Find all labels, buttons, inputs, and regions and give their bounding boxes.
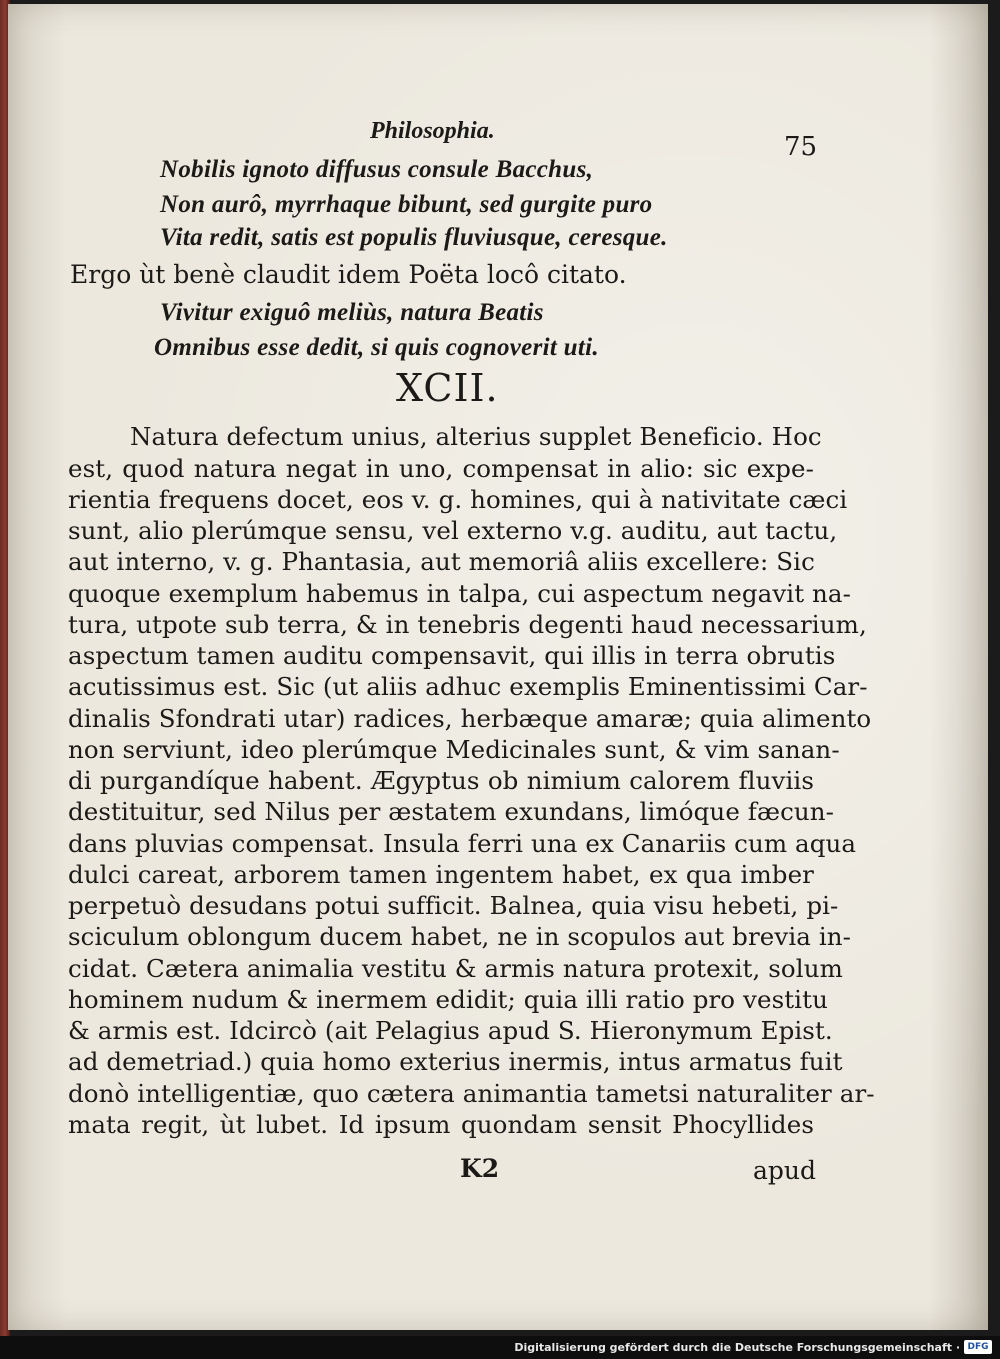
funding-credit: Digitalisierung gefördert durch die Deutsche Forschungsgemeinschaft · (514, 1341, 960, 1354)
page-number: 75 (784, 132, 818, 162)
section-heading: XCII. (396, 366, 499, 410)
body-line: sciculum oblongum ducem habet, ne in scopulos aut brevia in- (68, 922, 852, 951)
body-line: hominem nudum & inermem edidit; quia illi ratio pro vestitu (68, 985, 828, 1014)
running-head: Philosophia. (370, 118, 495, 144)
body-line: dans pluvias compensat. Insula ferri una ex Canariis cum aqua (68, 829, 857, 858)
body-line: est, quod natura negat in uno, compensat in alio: sic expe- (68, 454, 814, 483)
body-line: mata regit, ùt lubet. Id ipsum quondam sensit Phocyllides (68, 1110, 814, 1139)
body-line: sunt, alio plerúmque sensu, vel externo v.g. auditu, aut tactu, (68, 516, 838, 545)
poem-line: Nobilis ignoto diffusus consule Bacchus, (160, 156, 594, 183)
body-line: rientia frequens docet, eos v. g. homines, qui à nativitate cæci (68, 485, 848, 514)
poem-line: Omnibus esse dedit, si quis cognoverit uti. (154, 334, 599, 361)
signature-mark: K2 (460, 1154, 500, 1183)
body-line (130, 422, 822, 451)
body-line: non serviunt, ideo plerúmque Medicinales sunt, & vim sanan- (68, 735, 840, 764)
body-line: dulci careat, arborem tamen ingentem habet, ex qua imber (68, 860, 814, 889)
book-page (8, 4, 988, 1330)
body-line: destituitur, sed Nilus per æstatem exundans, limóque fæcun- (68, 797, 835, 826)
catchword: apud (753, 1156, 817, 1185)
body-line: perpetuò desudans potui sufficit. Balnea, quia visu hebeti, pi- (68, 891, 839, 920)
intro-line: Ergo ùt benè claudit idem Poëta locô citato. (70, 260, 627, 289)
footer-bar (0, 1336, 1000, 1359)
body-line: cidat. Cætera animalia vestitu & armis natura protexit, solum (68, 954, 843, 983)
body-line-text: Natura defectum unius, alterius supplet Beneficio. Hoc (130, 422, 822, 451)
dfg-logo-icon: DFG (964, 1340, 992, 1354)
body-line: & armis est. Idcircò (ait Pelagius apud S. Hieronymum Epist. (68, 1016, 833, 1045)
body-line: donò intelligentiæ, quo cætera animantia tametsi naturaliter ar- (68, 1079, 875, 1108)
body-line: aspectum tamen auditu compensavit, qui illis in terra obrutis (68, 641, 836, 670)
body-line: quoque exemplum habemus in talpa, cui aspectum negavit na- (68, 579, 852, 608)
body-line: tura, utpote sub terra, & in tenebris degenti haud necessarium, (68, 610, 867, 639)
poem-line: Vivitur exiguô meliùs, natura Beatis (160, 299, 544, 326)
poem-line: Non aurô, myrrhaque bibunt, sed gurgite puro (160, 191, 653, 218)
body-line: ad demetriad.) quia homo exterius inermis, intus armatus fuit (68, 1047, 843, 1076)
body-line: di purgandíque habent. Ægyptus ob nimium calorem fluviis (68, 766, 814, 795)
body-line: acutissimus est. Sic (ut aliis adhuc exemplis Eminentissimi Car- (68, 672, 868, 701)
body-line: dinalis Sfondrati utar) radices, herbæque amaræ; quia alimento (68, 704, 872, 733)
poem-line: Vita redit, satis est populis fluviusque, ceresque. (160, 224, 668, 251)
body-line: aut interno, v. g. Phantasia, aut memoriâ aliis excellere: Sic (68, 547, 815, 576)
